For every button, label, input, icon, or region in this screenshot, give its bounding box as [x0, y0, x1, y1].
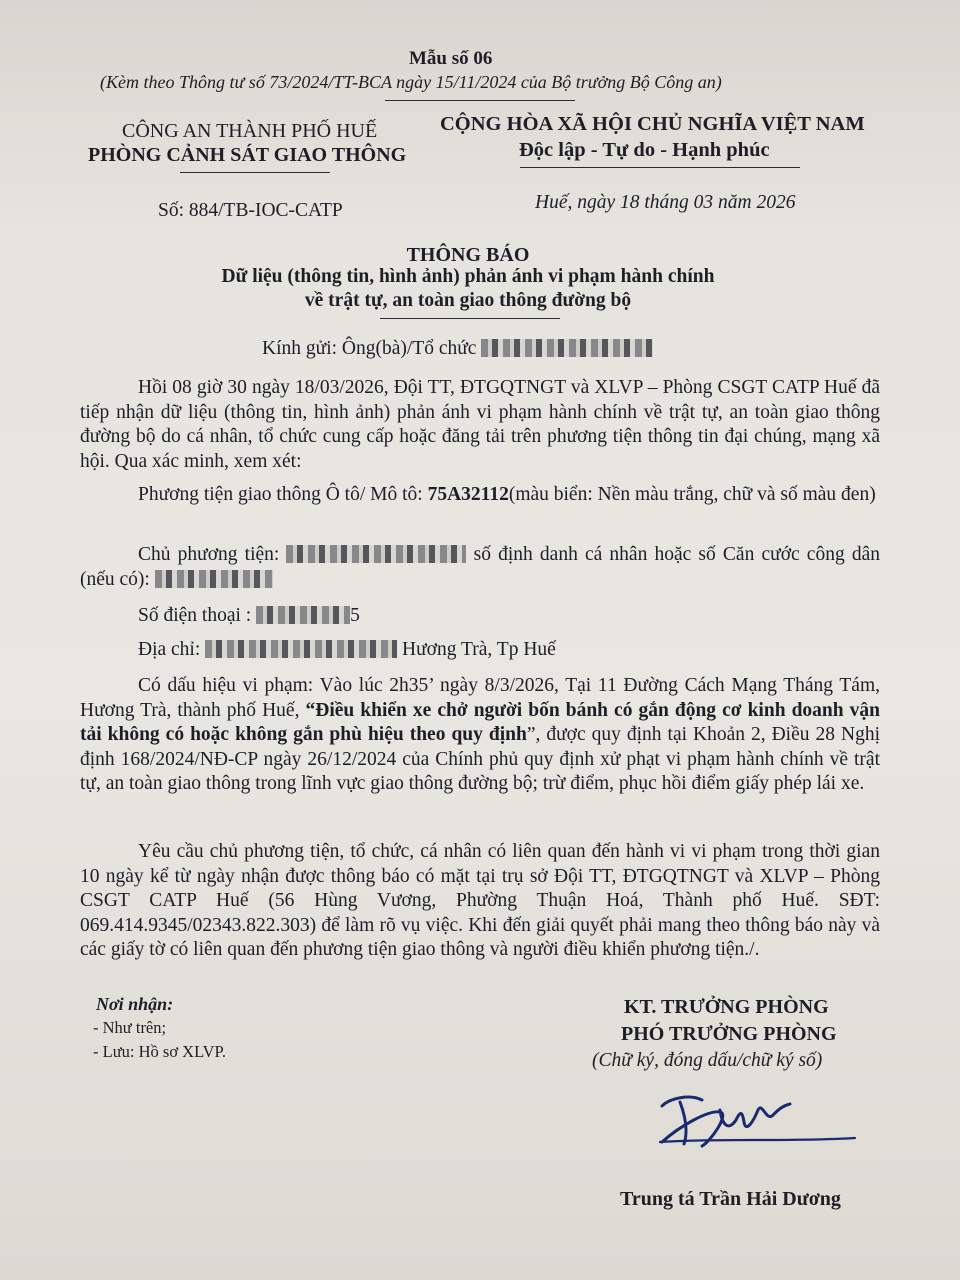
violation-legal-basis: ”, được quy định tại Khoản 2, Điều 28 Nghị định 168/2024/NĐ-CP ngày 26/12/2024 của Chính phủ quy định xử phạt vi phạm hành chính về trật tự, an toàn giao thông trong lĩnh vực giao thông đường bộ; trừ điểm, phục hồi điểm giấy phép lái xe. — [80, 724, 880, 794]
phone-tail: 5 — [350, 605, 360, 626]
redacted-address — [205, 640, 397, 658]
redacted-owner-name — [286, 545, 466, 563]
motto-underline — [520, 167, 800, 168]
document-number: Số: 884/TB-IOC-CATP — [158, 200, 343, 221]
violation-paragraph — [80, 674, 880, 797]
recipient-item-2: - Lưu: Hồ sơ XLVP. — [93, 1042, 227, 1061]
vehicle-label: Phương tiện giao thông Ô tô/ Mô tô: — [138, 484, 428, 505]
request-paragraph: Yêu cầu chủ phương tiện, tổ chức, cá nhân có liên quan đến hành vi vi phạm trong thời gian 10 ngày kể từ ngày nhận được thông báo có mặt tại trụ sở Đội TT, ĐTGQTNGT và XLVP – Phòng CSGT CATP Huế (56 Hùng Vương, Phường Thuận Hoá, Thành phố Huế. SĐT: 069.414.9345/02343.822.303) để làm rõ vụ việc. Khi đến giải quyết phải mang theo thông báo này và các giấy tờ có liên quan đến phương tiện giao thông và người điều khiển phương tiện./. — [80, 841, 880, 960]
redacted-phone — [256, 606, 350, 624]
notice-subtitle-1: Dữ liệu (thông tin, hình ảnh) phản ánh vi phạm hành chính — [221, 266, 715, 287]
recipient-line — [262, 338, 653, 360]
form-number: Mẫu số 06 — [409, 48, 493, 69]
notice-subtitle-2: về trật tự, an toàn giao thông đường bộ — [304, 290, 632, 311]
address-paragraph — [80, 638, 880, 663]
sign-title-1: KT. TRƯỞNG PHÒNG — [624, 996, 829, 1018]
phone-label: Số điện thoại : — [138, 605, 257, 626]
place-date: Huế, ngày 18 tháng 03 năm 2026 — [535, 192, 796, 213]
attached-note: (Kèm theo Thông tư số 73/2024/TT-BCA ngày 15/11/2024 của Bộ trưởng Bộ Công an) — [100, 72, 722, 92]
agency-parent: CÔNG AN THÀNH PHỐ HUẾ — [122, 120, 378, 142]
notice-title: THÔNG BÁO — [406, 244, 530, 266]
address-tail: Hương Trà, Tp Huế — [397, 639, 556, 660]
title-underline — [380, 318, 560, 319]
sign-title-2: PHÓ TRƯỞNG PHÒNG — [621, 1023, 837, 1045]
intro-paragraph: Hồi 08 giờ 30 ngày 18/03/2026, Đội TT, ĐTGQTNGT và XLVP – Phòng CSGT CATP Huế đã tiếp nhận dữ liệu (thông tin, hình ảnh) phản ánh vi phạm hành chính về trật tự, an toàn giao thông đường bộ do cá nhân, tổ chức cung cấp hoặc đăng tải trên phương tiện thông tin đại chúng, mạng xã hội. Qua xác minh, xem xét: — [80, 377, 880, 472]
agency-name: PHÒNG CẢNH SÁT GIAO THÔNG — [88, 144, 407, 166]
vehicle-paragraph — [80, 483, 880, 508]
redacted-id-number — [155, 570, 273, 588]
violation-description: “Điều khiển xe chở người bốn bánh có gắn động cơ kinh doanh vận tải không có hoặc không gắn phù hiệu theo quy định — [80, 699, 880, 745]
sign-note: (Chữ ký, đóng dấu/chữ ký số) — [592, 1050, 823, 1071]
address-label: Địa chỉ: — [138, 639, 206, 660]
note-underline — [385, 100, 575, 101]
plate-number: 75A32112 — [427, 484, 509, 505]
owner-label: Chủ phương tiện: — [138, 544, 287, 565]
recipient-label: Kính gửi: Ông(bà)/Tổ chức — [262, 338, 477, 359]
recipient-item-1: - Như trên; — [93, 1018, 167, 1037]
motto: Độc lập - Tự do - Hạnh phúc — [519, 139, 770, 161]
owner-rest: số định danh cá nhân hoặc số Căn cước công dân (nếu có): — [80, 544, 881, 590]
recipients-title: Nơi nhận: — [96, 994, 174, 1014]
handwritten-signature — [650, 1080, 870, 1160]
agency-underline — [180, 172, 330, 173]
phone-paragraph — [80, 604, 880, 629]
vehicle-rest: (màu biển: Nền màu trắng, chữ và số màu đen) — [508, 484, 876, 505]
owner-paragraph — [80, 543, 880, 592]
redacted-recipient — [481, 339, 653, 357]
violation-intro: Có dấu hiệu vi phạm: Vào lúc 2h35’ ngày 8/3/2026, Tại 11 Đường Cách Mạng Tháng Tám, Hương Trà, thành phố Huế, — [80, 675, 880, 721]
signer-name: Trung tá Trần Hải Dương — [620, 1188, 841, 1210]
nation-name: CỘNG HÒA XÃ HỘI CHỦ NGHĨA VIỆT NAM — [440, 113, 865, 135]
